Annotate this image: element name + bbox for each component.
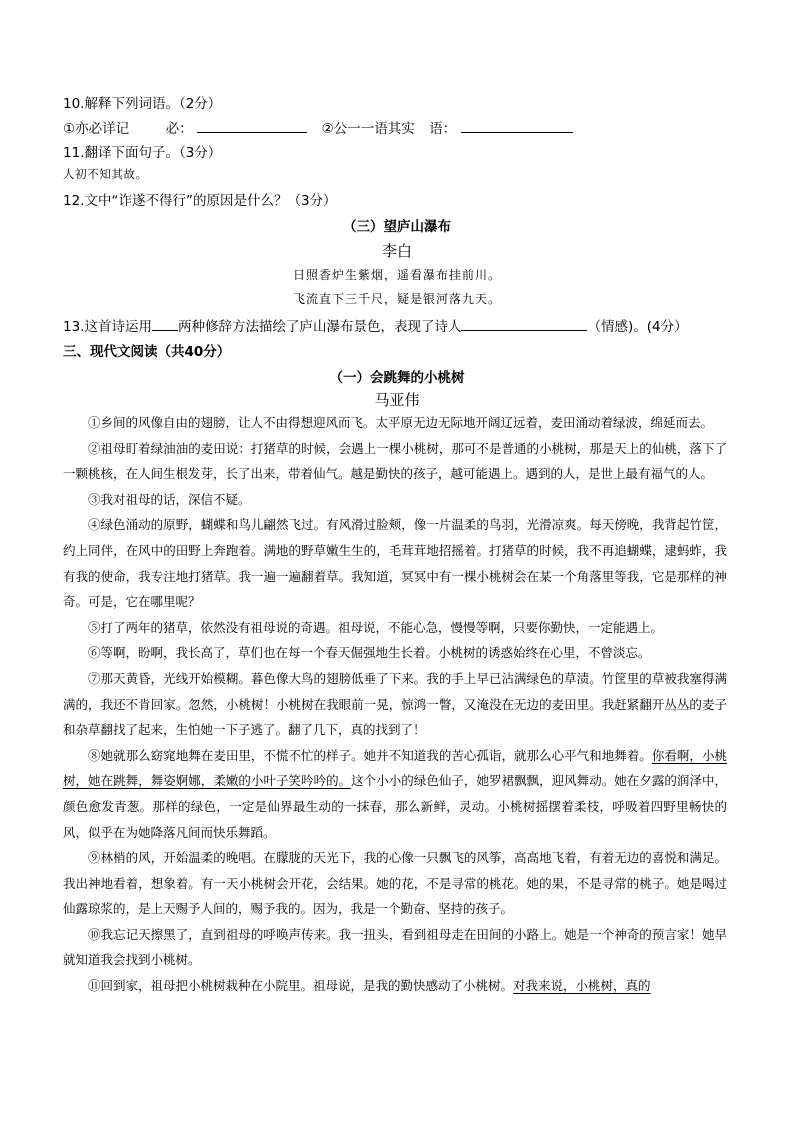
- q10-item1-word: 必：: [165, 121, 193, 137]
- q13: [63, 315, 688, 335]
- article-paragraph-8: [63, 743, 727, 845]
- q13-part1: 13.这首诗运用: [63, 319, 152, 335]
- section-3-title: 三、现代文阅读（共40分）: [63, 344, 231, 360]
- article-paragraph-1: ①乡间的风像自由的翅膀，让人不由得想迎风而飞。太平原无边无际地开阔辽远着，麦田涌动着绿波，绵延而去。: [88, 415, 714, 430]
- article-paragraph-2: ②祖母盯着绿油油的麦田说：打猪草的时候，会遇上一棵小桃树，那可不是普通的小桃树，那是天上的仙桃，落下了一颗桃核，在人间生根发芽，长了出来，带着仙气。越是勤快的孩子，越可能遇上。遇到的人，是世上最有福气的人。: [63, 440, 727, 482]
- poem-title: （三）望庐山瀑布: [343, 219, 451, 235]
- q10-item1-text: ①亦必详记: [63, 121, 130, 137]
- article-title: （一）会跳舞的小桃树: [329, 370, 465, 386]
- q11-title: 11.翻译下面句子。（3分）: [63, 145, 222, 161]
- poem-line-1: 日照香炉生紫烟，遥看瀑布挂前川。: [292, 268, 501, 282]
- paragraph-8-underlined-sentence: 你看啊，小桃树，她在跳舞，舞姿婀娜，柔嫩的小叶子笑吟吟的。: [63, 747, 727, 789]
- article-paragraph-3: ③我对祖母的话，深信不疑。: [88, 491, 251, 507]
- paragraph-11-underlined-text: 对我来说，小桃树，真的: [513, 978, 651, 994]
- q10-item2-text: ②公一一语其实: [321, 121, 415, 137]
- article-paragraph-7: ⑦那天黄昏，光线开始模糊。暮色像大鸟的翅膀低垂了下来。我的手上早已沾满绿色的草渍。竹筐里的草被我塞得满满的，我还不肯回家。忽然，小桃树！小桃树在我眼前一晃，惊鸿一瞥，又淹没在无边的麦田里。我赶紧翻开丛丛的麦子和杂草翻找了起来，生怕她一下子逃了。翻了几下，真的找到了！: [63, 670, 727, 738]
- article-body: [63, 410, 727, 999]
- poem-author: 李白: [381, 242, 412, 260]
- q13-blank-2[interactable]: [461, 316, 587, 331]
- paragraph-11-text-a: ⑪回到家，祖母把小桃树栽种在小院里。祖母说，是我的勤快感动了小桃树。: [88, 978, 514, 994]
- paragraph-8-text-b: 这个小小的绿色仙子，她罗裙飘飘，迎风舞动。她在夕露的润泽中，颜色愈发青葱。那样的绿色，一定是仙界最生动的一抹春，那么新鲜，灵动。小桃树摇摆着柔枝，呼吸着四野里畅快的风，似乎在为她降落凡间而快乐舞蹈。: [63, 773, 727, 840]
- q10-title: 10.解释下列词语。（2分）: [63, 96, 222, 112]
- poem-line-2: 飞流直下三千尺，疑是银河落九天。: [292, 292, 501, 306]
- q11-sentence: 人初不知其故。: [63, 167, 148, 181]
- article-paragraph-6: ⑥等啊，盼啊，我长高了，草们也在每一个春天倔强地生长着。小桃树的诱惑始终在心里，不曾淡忘。: [88, 645, 651, 661]
- article-paragraph-10: ⑩我忘记天擦黑了，直到祖母的呼唤声传来。我一扭头，看到祖母走在田间的小路上。她是一个神奇的预言家！她早就知道我会找到小桃树。: [63, 926, 727, 968]
- article-author: 马亚伟: [374, 391, 420, 409]
- q10-items: [63, 117, 573, 137]
- article-paragraph-4: ④绿色涌动的原野，蝴蝶和鸟儿翩然飞过。有风滑过脸颊，像一片温柔的鸟羽，光滑凉爽。每天傍晚，我背起竹筐，约上同伴，在风中的田野上奔跑着。满地的野草嫩生生的，毛茸茸地招摇着。打猪草的时候，我不再追蝴蝶，逮蚂蚱，我有我的使命，我专注地打猪草。我一遍一遍翻着草。我知道，冥冥中有一棵小桃树会在某一个角落里等我，它是那样的神奇。可是，它在哪里呢？: [63, 517, 727, 610]
- q12-title: 12.文中“诈遂不得行”的原因是什么？（3分）: [63, 193, 337, 209]
- q13-blank-1[interactable]: [152, 316, 178, 331]
- q10-item2-blank[interactable]: [461, 118, 573, 133]
- q10-item2-word: 语：: [429, 121, 457, 137]
- q13-part3: （情感)。(4分）: [587, 319, 688, 335]
- q10-item1-blank[interactable]: [197, 118, 307, 133]
- article-paragraph-11: [63, 973, 727, 999]
- article-paragraph-5: ⑤打了两年的猪草，依然没有祖母说的奇遇。祖母说，不能心急，慢慢等啊，只要你勤快，一定能遇上。: [88, 619, 664, 635]
- q13-part2: 两种修辞方法描绘了庐山瀑布景色，表现了诗人: [177, 319, 462, 335]
- paragraph-8-text-a: ⑧她就那么窈窕地舞在麦田里，不慌不忙的样子。她并不知道我的苦心孤诣，就那么心平气和地舞着。: [88, 747, 652, 763]
- article-paragraph-9: ⑨林梢的风，开始温柔的晚唱。在朦胧的天光下，我的心像一只飘飞的风筝，高高地飞着，有着无边的喜悦和满足。我出神地看着，想象着。有一天小桃树会开花，会结果。她的花，不是寻常的桃花。她的果，不是寻常的桃子。她是喝过仙露琼浆的，是上天赐予人间的，赐予我的。因为，我是一个勤奋、坚持的孩子。: [63, 850, 727, 917]
